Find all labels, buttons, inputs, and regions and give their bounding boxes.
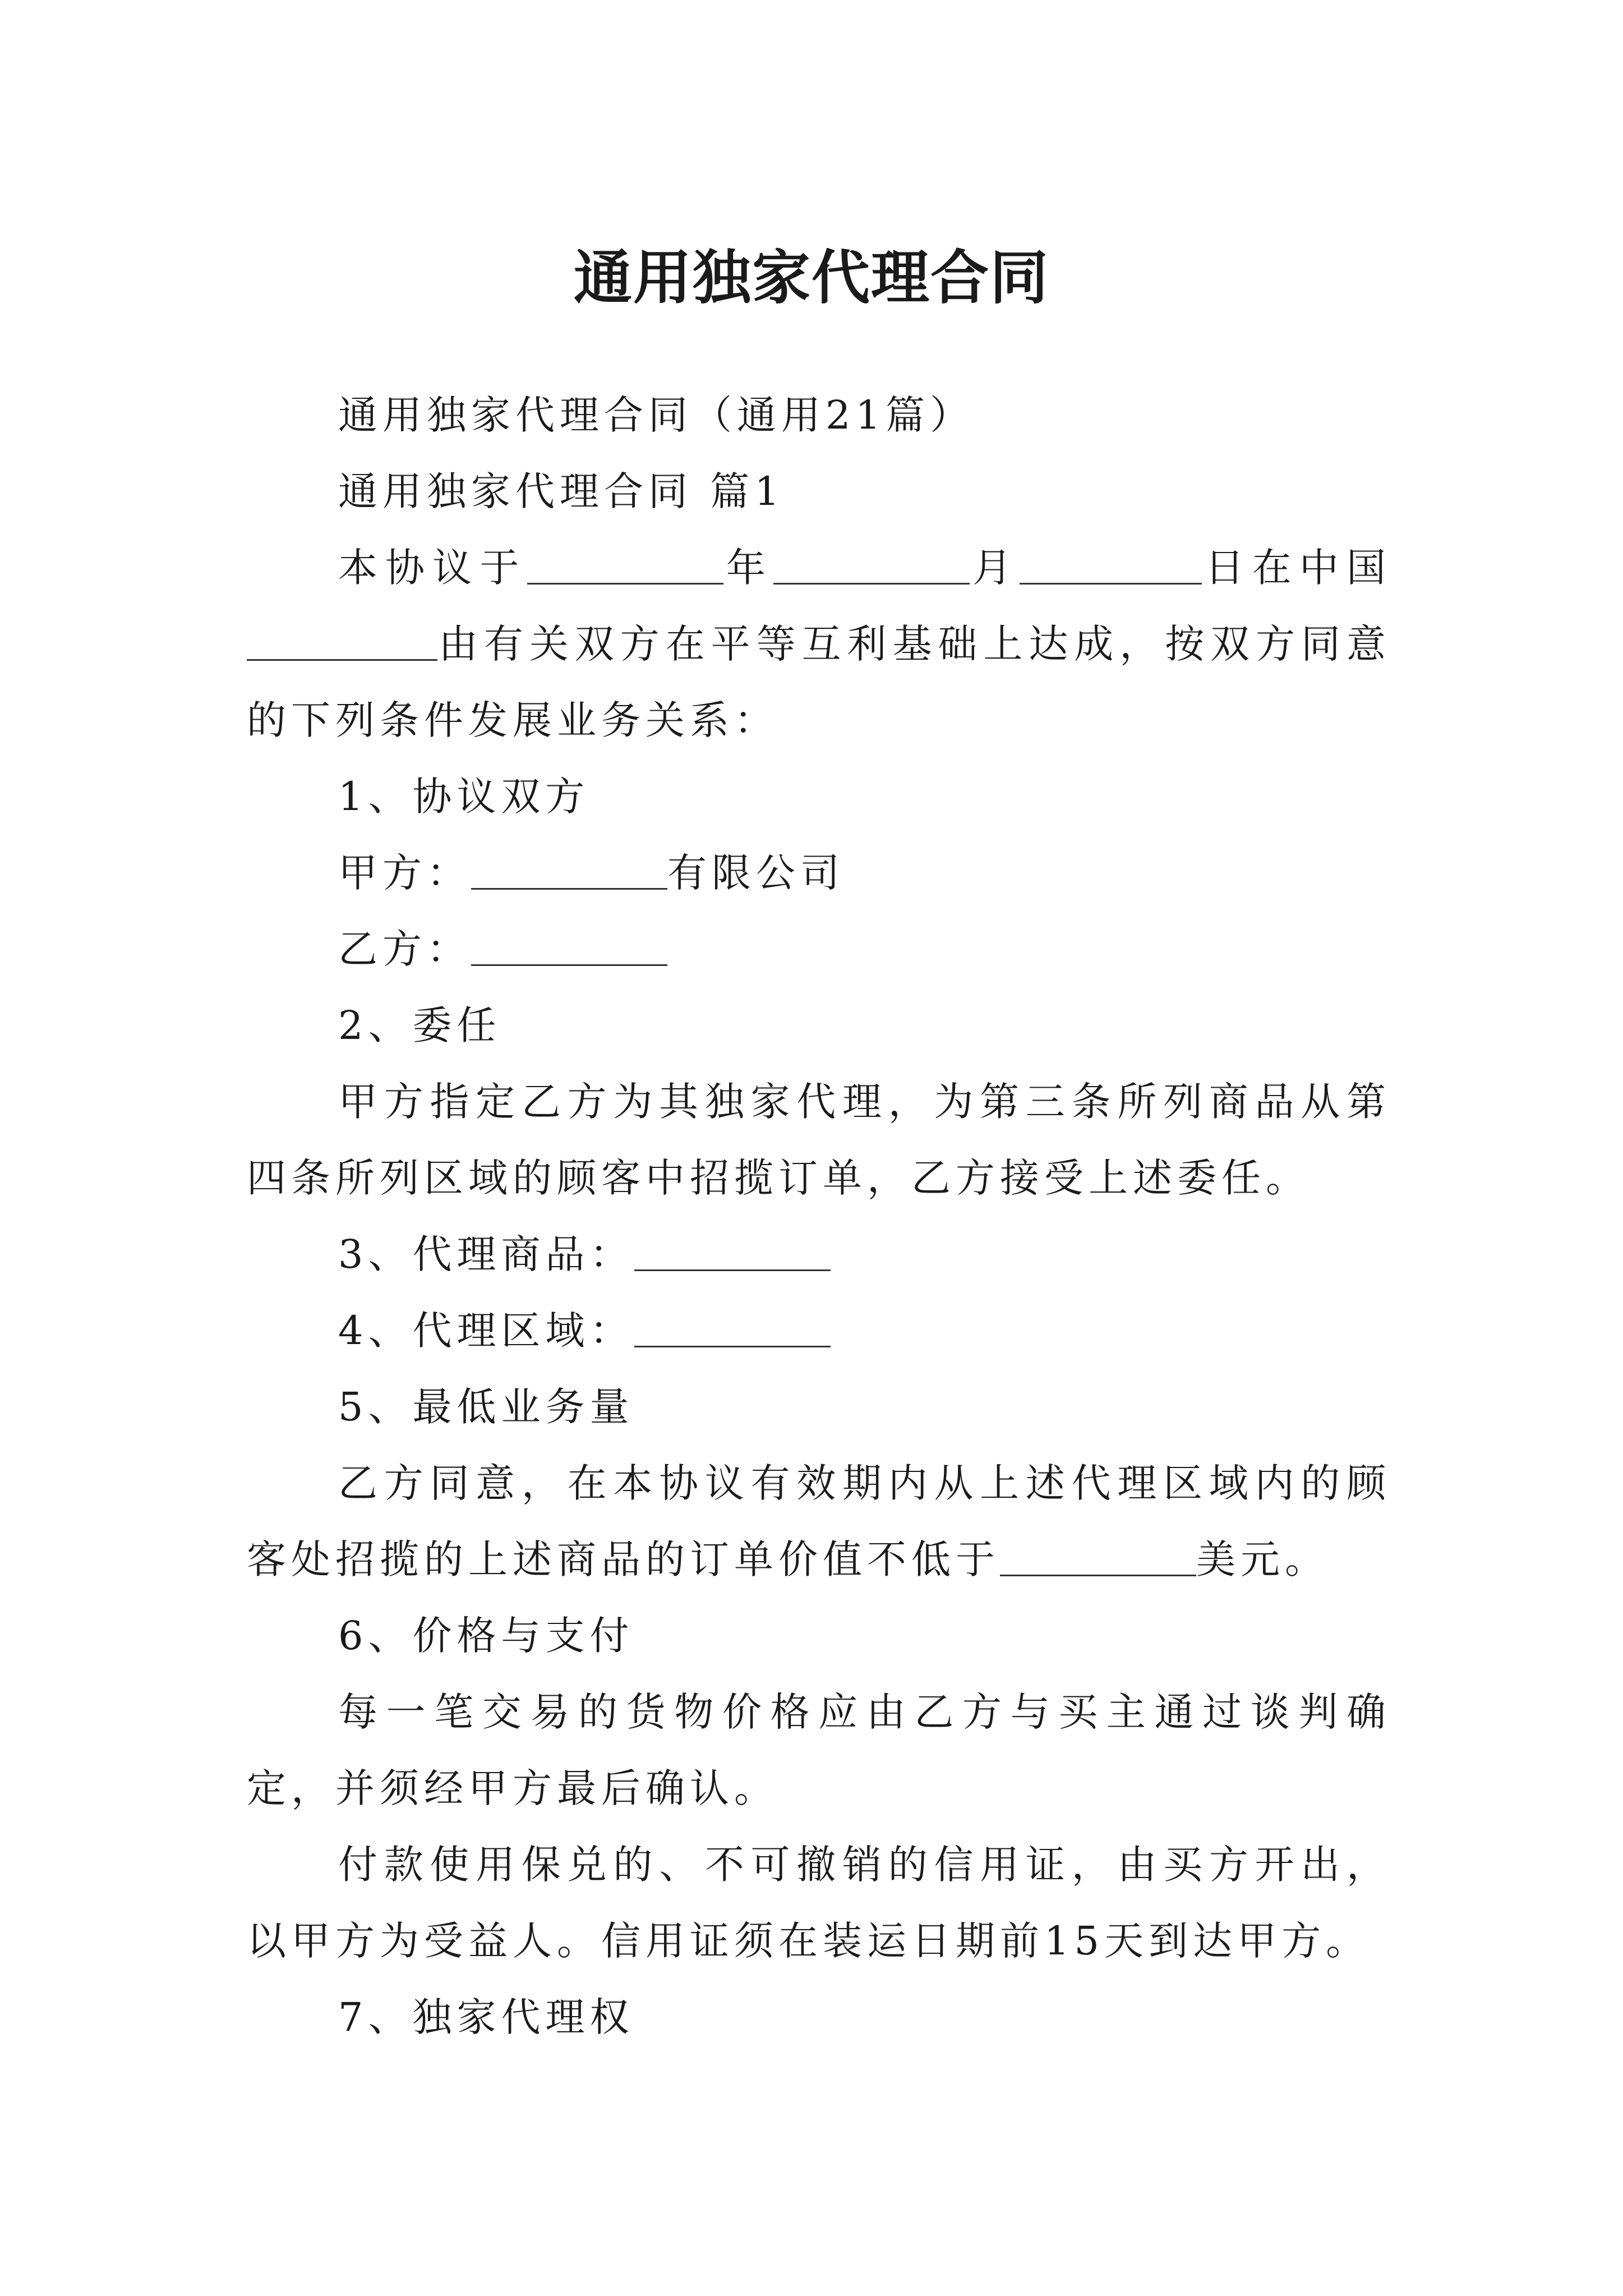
- document-subtitle: 通用独家代理合同（通用21篇）: [338, 392, 975, 438]
- intro-paragraph: [247, 530, 1391, 758]
- section-2-text: 甲方指定乙方为其独家代理，为第三条所列商品从第四条所列区域的顾客中招揽订单，乙方接受上述委任。: [247, 1079, 1391, 1201]
- section-4-label: 4、代理区域：: [338, 1308, 634, 1354]
- section-6-text-2: 付款使用保兑的、不可撤销的信用证，由买方开出，以甲方为受益人。信用证须在装运日期前15天到达甲方。: [247, 1842, 1391, 1964]
- intro-text-3: 月: [970, 545, 1020, 591]
- party-a-suffix: 有限公司: [667, 850, 845, 896]
- intro-text-2: 年: [723, 545, 774, 591]
- section-4-line: [247, 1292, 1391, 1369]
- intro-text-4: 日在中国: [1202, 545, 1391, 591]
- section-5-text-before: 乙方同意，在本协议有效期内从上述代理区域内的顾客处招揽的上述商品的订单价值不低于: [247, 1460, 1391, 1582]
- party-a-blank: [471, 854, 667, 890]
- intro-text-1: 本协议于: [338, 545, 527, 591]
- amount-blank: [1000, 1541, 1196, 1576]
- intro-text-5: 由有关双方在平等互利基础上达成，按双方同意的下列条件发展业务关系：: [247, 621, 1391, 743]
- day-blank: [1020, 549, 1202, 585]
- month-blank: [773, 549, 970, 585]
- section-7-heading: 7、独家代理权: [338, 1994, 634, 2040]
- party-b-blank: [471, 931, 667, 966]
- territory-blank: [634, 1312, 831, 1347]
- document-body: [247, 377, 1391, 2055]
- goods-blank: [634, 1236, 831, 1271]
- section-5-heading: 5、最低业务量: [338, 1384, 634, 1430]
- party-a-line: [247, 835, 1391, 911]
- party-a-label: 甲方：: [338, 850, 471, 896]
- article-heading: 通用独家代理合同 篇1: [338, 468, 785, 514]
- year-blank: [527, 549, 723, 585]
- document-title: 通用独家代理合同: [573, 242, 1049, 312]
- section-5-text: [247, 1445, 1391, 1598]
- section-1-heading: 1、协议双方: [338, 774, 590, 820]
- section-6-heading: 6、价格与支付: [338, 1613, 634, 1659]
- section-3-line: [247, 1216, 1391, 1292]
- section-2-heading: 2、委任: [338, 1002, 501, 1048]
- section-5-text-after: 美元。: [1196, 1536, 1329, 1582]
- party-b-label: 乙方：: [338, 926, 471, 972]
- section-3-label: 3、代理商品：: [338, 1231, 634, 1277]
- section-6-text-1: 每一笔交易的货物价格应由乙方与买主通过谈判确定，并须经甲方最后确认。: [247, 1689, 1391, 1811]
- place-blank: [247, 625, 437, 661]
- party-b-line: [247, 911, 1391, 987]
